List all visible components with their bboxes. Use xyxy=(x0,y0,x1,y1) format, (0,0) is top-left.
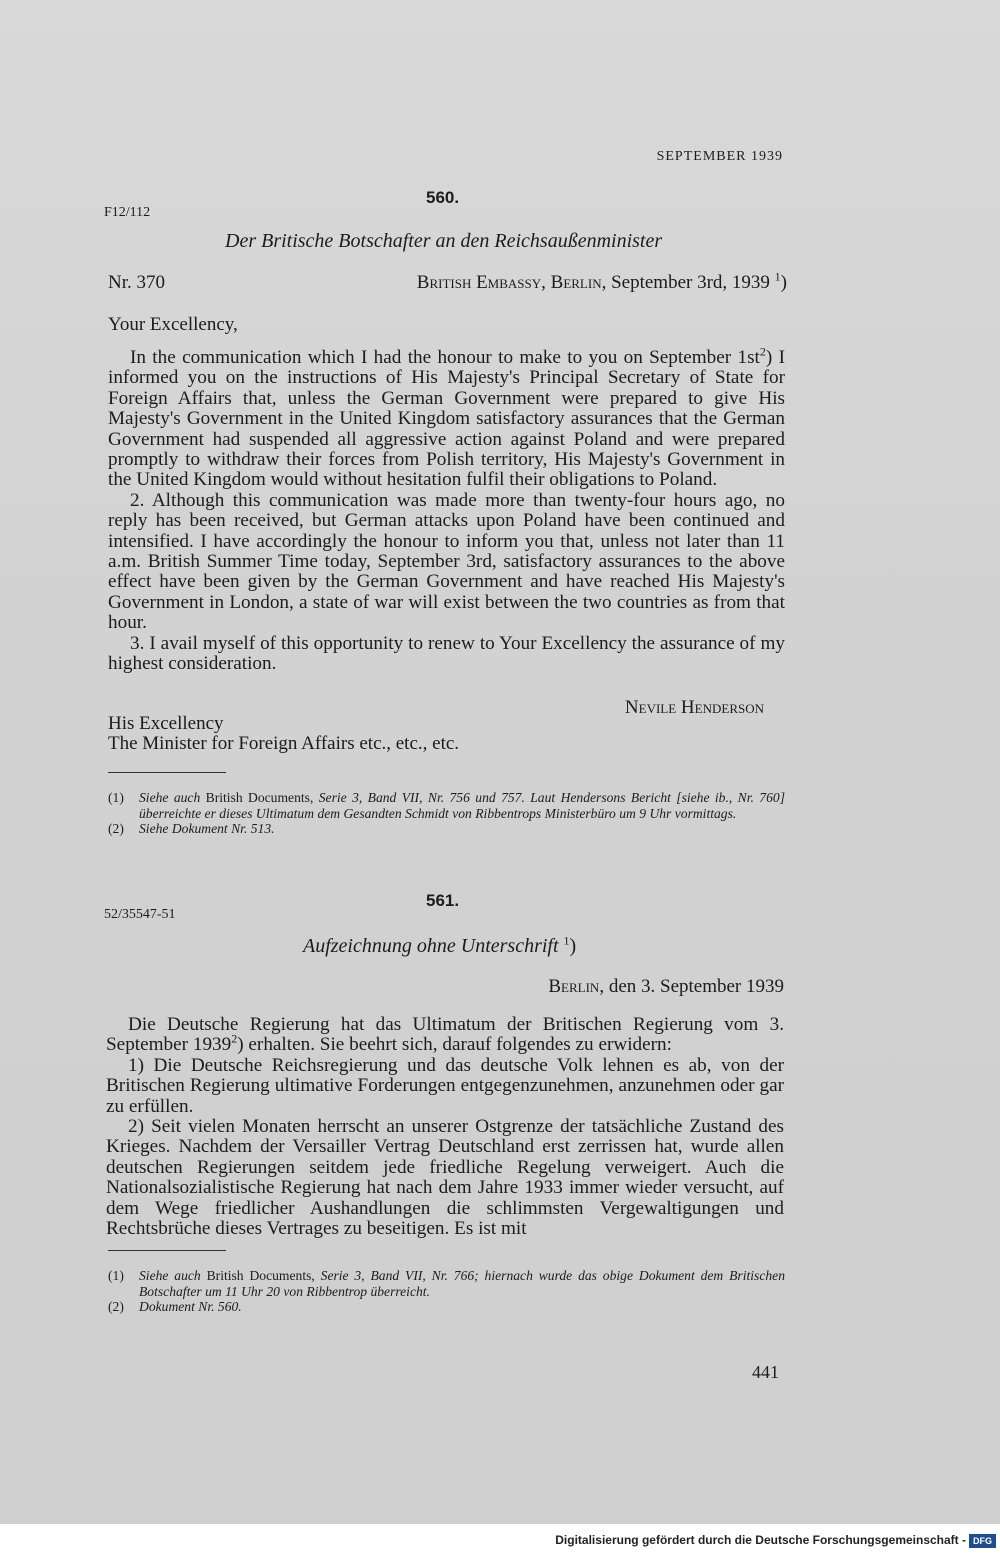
signature: Nevile Henderson xyxy=(624,697,764,718)
footnote-mark: (2) xyxy=(108,821,124,836)
footnote-ref: 1 xyxy=(563,933,570,948)
running-header: SEPTEMBER 1939 xyxy=(656,149,783,164)
place: British Embassy, Berlin xyxy=(416,272,602,293)
footnotes-560 xyxy=(108,790,785,837)
page-number: 441 xyxy=(752,1362,779,1382)
footnote-mark: (2) xyxy=(108,1299,124,1314)
footnote-divider xyxy=(108,1250,226,1251)
footnote: (1) Siehe auch British Documents, Serie 3, Band VII, Nr. 766; hiernach wurde das obige Dokument dem Britischen Botschafter um 11 Uhr 20 von Ribbentrop überreicht. xyxy=(108,1268,785,1299)
paragraph-1: Die Deutsche Regierung hat das Ultimatum der Britischen Regierung vom 3. September 1939$^2$) erhalten. Sie beehrt sich, darauf folgendes zu erwidern: xyxy=(106,1014,784,1056)
dfg-logo-icon[interactable]: DFG xyxy=(969,1534,996,1548)
document-number-561: 561. xyxy=(426,891,460,910)
credit-text: Digitalisierung gefördert durch die Deutsche Forschungsgemeinschaft - xyxy=(555,1533,966,1547)
paragraph-3: 3. I avail myself of this opportunity to renew to Your Excellency the assurance of my highest consideration. xyxy=(108,632,785,675)
place-date-line xyxy=(548,976,784,998)
document-title: Aufzeichnung ohne Unterschrift $^1$) xyxy=(303,933,577,957)
footnotes-561 xyxy=(108,1268,785,1315)
footnote-mark: (1) xyxy=(108,790,124,805)
addressee-block xyxy=(108,714,459,754)
paragraph-2: 2. Although this communication was made more than twenty-four hours ago, no reply has been received, but German attacks upon Poland have been continued and intensified. I have accordingly the honour to inform you that, unless not later than 11 a.m. British Summer Time today, September 3rd, satisfactory assurances to the above effect have been given by the German Government and have reached His Majesty's Government in London, a state of war will exist between the two countries as from that hour. xyxy=(108,489,785,634)
addressee-line: The Minister for Foreign Affairs etc., etc., etc. xyxy=(108,733,460,754)
document-number-560: 560. xyxy=(426,188,460,207)
file-reference: 52/35547-51 xyxy=(104,907,176,922)
letter-body xyxy=(108,344,785,675)
footnote-divider xyxy=(108,772,226,773)
document-title: Der Britische Botschafter an den Reichsaußenminister xyxy=(225,230,663,252)
credit-bar xyxy=(0,1524,1000,1554)
footnote: (2) Siehe Dokument Nr. 513. xyxy=(108,821,275,836)
footnote: (2) Dokument Nr. 560. xyxy=(108,1299,242,1314)
footnote-ref: 2 xyxy=(231,1032,238,1047)
date: , den 3. September 1939 xyxy=(599,976,784,997)
footnote-mark: (1) xyxy=(108,1268,124,1283)
date: , September 3rd, 1939 xyxy=(601,272,770,293)
footnote: (1) Siehe auch British Documents, Serie 3, Band VII, Nr. 756 und 757. Laut Hendersons Bericht [siehe ib., Nr. 760] überreichte er dieses Ultimatum dem Gesandten Schmidt von Ribbentrops Ministerbüro um 9 Uhr vormittags. xyxy=(108,790,785,821)
place: Berlin xyxy=(548,976,600,997)
document-nr: Nr. 370 xyxy=(108,272,165,293)
record-body xyxy=(106,1015,784,1239)
paragraph-3: 2) Seit vielen Monaten herrscht an unserer Ostgrenze der tatsächliche Zustand des Krieges. Nachdem der Versailler Vertrag Deutschland erst zerrissen hat, wurde allen deutschen Regierungen seitdem jede friedliche Regelung verweigert. Auch die Nationalsozialistische Regierung hat nach dem Jahre 1933 immer wieder versucht, auf dem Wege friedlicher Aushandlungen die schlimmsten Vergewaltigungen und Rechtsbrüche dieses Vertrages zu beseitigen. Es ist mit xyxy=(106,1116,784,1240)
file-reference: F12/112 xyxy=(104,205,151,220)
paragraph-1: In the communication which I had the honour to make to you on September $1st^2$) I informed you on the instructions of His Majesty's Principal Secretary of State for Foreign Affairs that, unless the German Government were prepared to give His Majesty's Government in the United Kingdom satisfactory assurances that the German Government had suspended all aggressive action against Poland and were prepared promptly to withdraw their forces from Polish territory, His Majesty's Government in the United Kingdom would without hesitation fulfil their obligations to Poland. xyxy=(108,344,785,491)
salutation: Your Excellency, xyxy=(108,314,238,335)
place-date-line: British Embassy, Berlin, September 3rd, 1939 $^1$) xyxy=(416,269,787,293)
addressee-line: His Excellency xyxy=(108,713,224,734)
footnote-ref: 2 xyxy=(759,344,766,359)
paragraph-2: 1) Die Deutsche Reichsregierung und das deutsche Volk lehnen es ab, von der Britischen Regierung ultimative Forderungen entgegenzunehmen, anzunehmen oder gar zu erfüllen. xyxy=(106,1054,784,1117)
footnote-ref: 1 xyxy=(774,269,781,284)
